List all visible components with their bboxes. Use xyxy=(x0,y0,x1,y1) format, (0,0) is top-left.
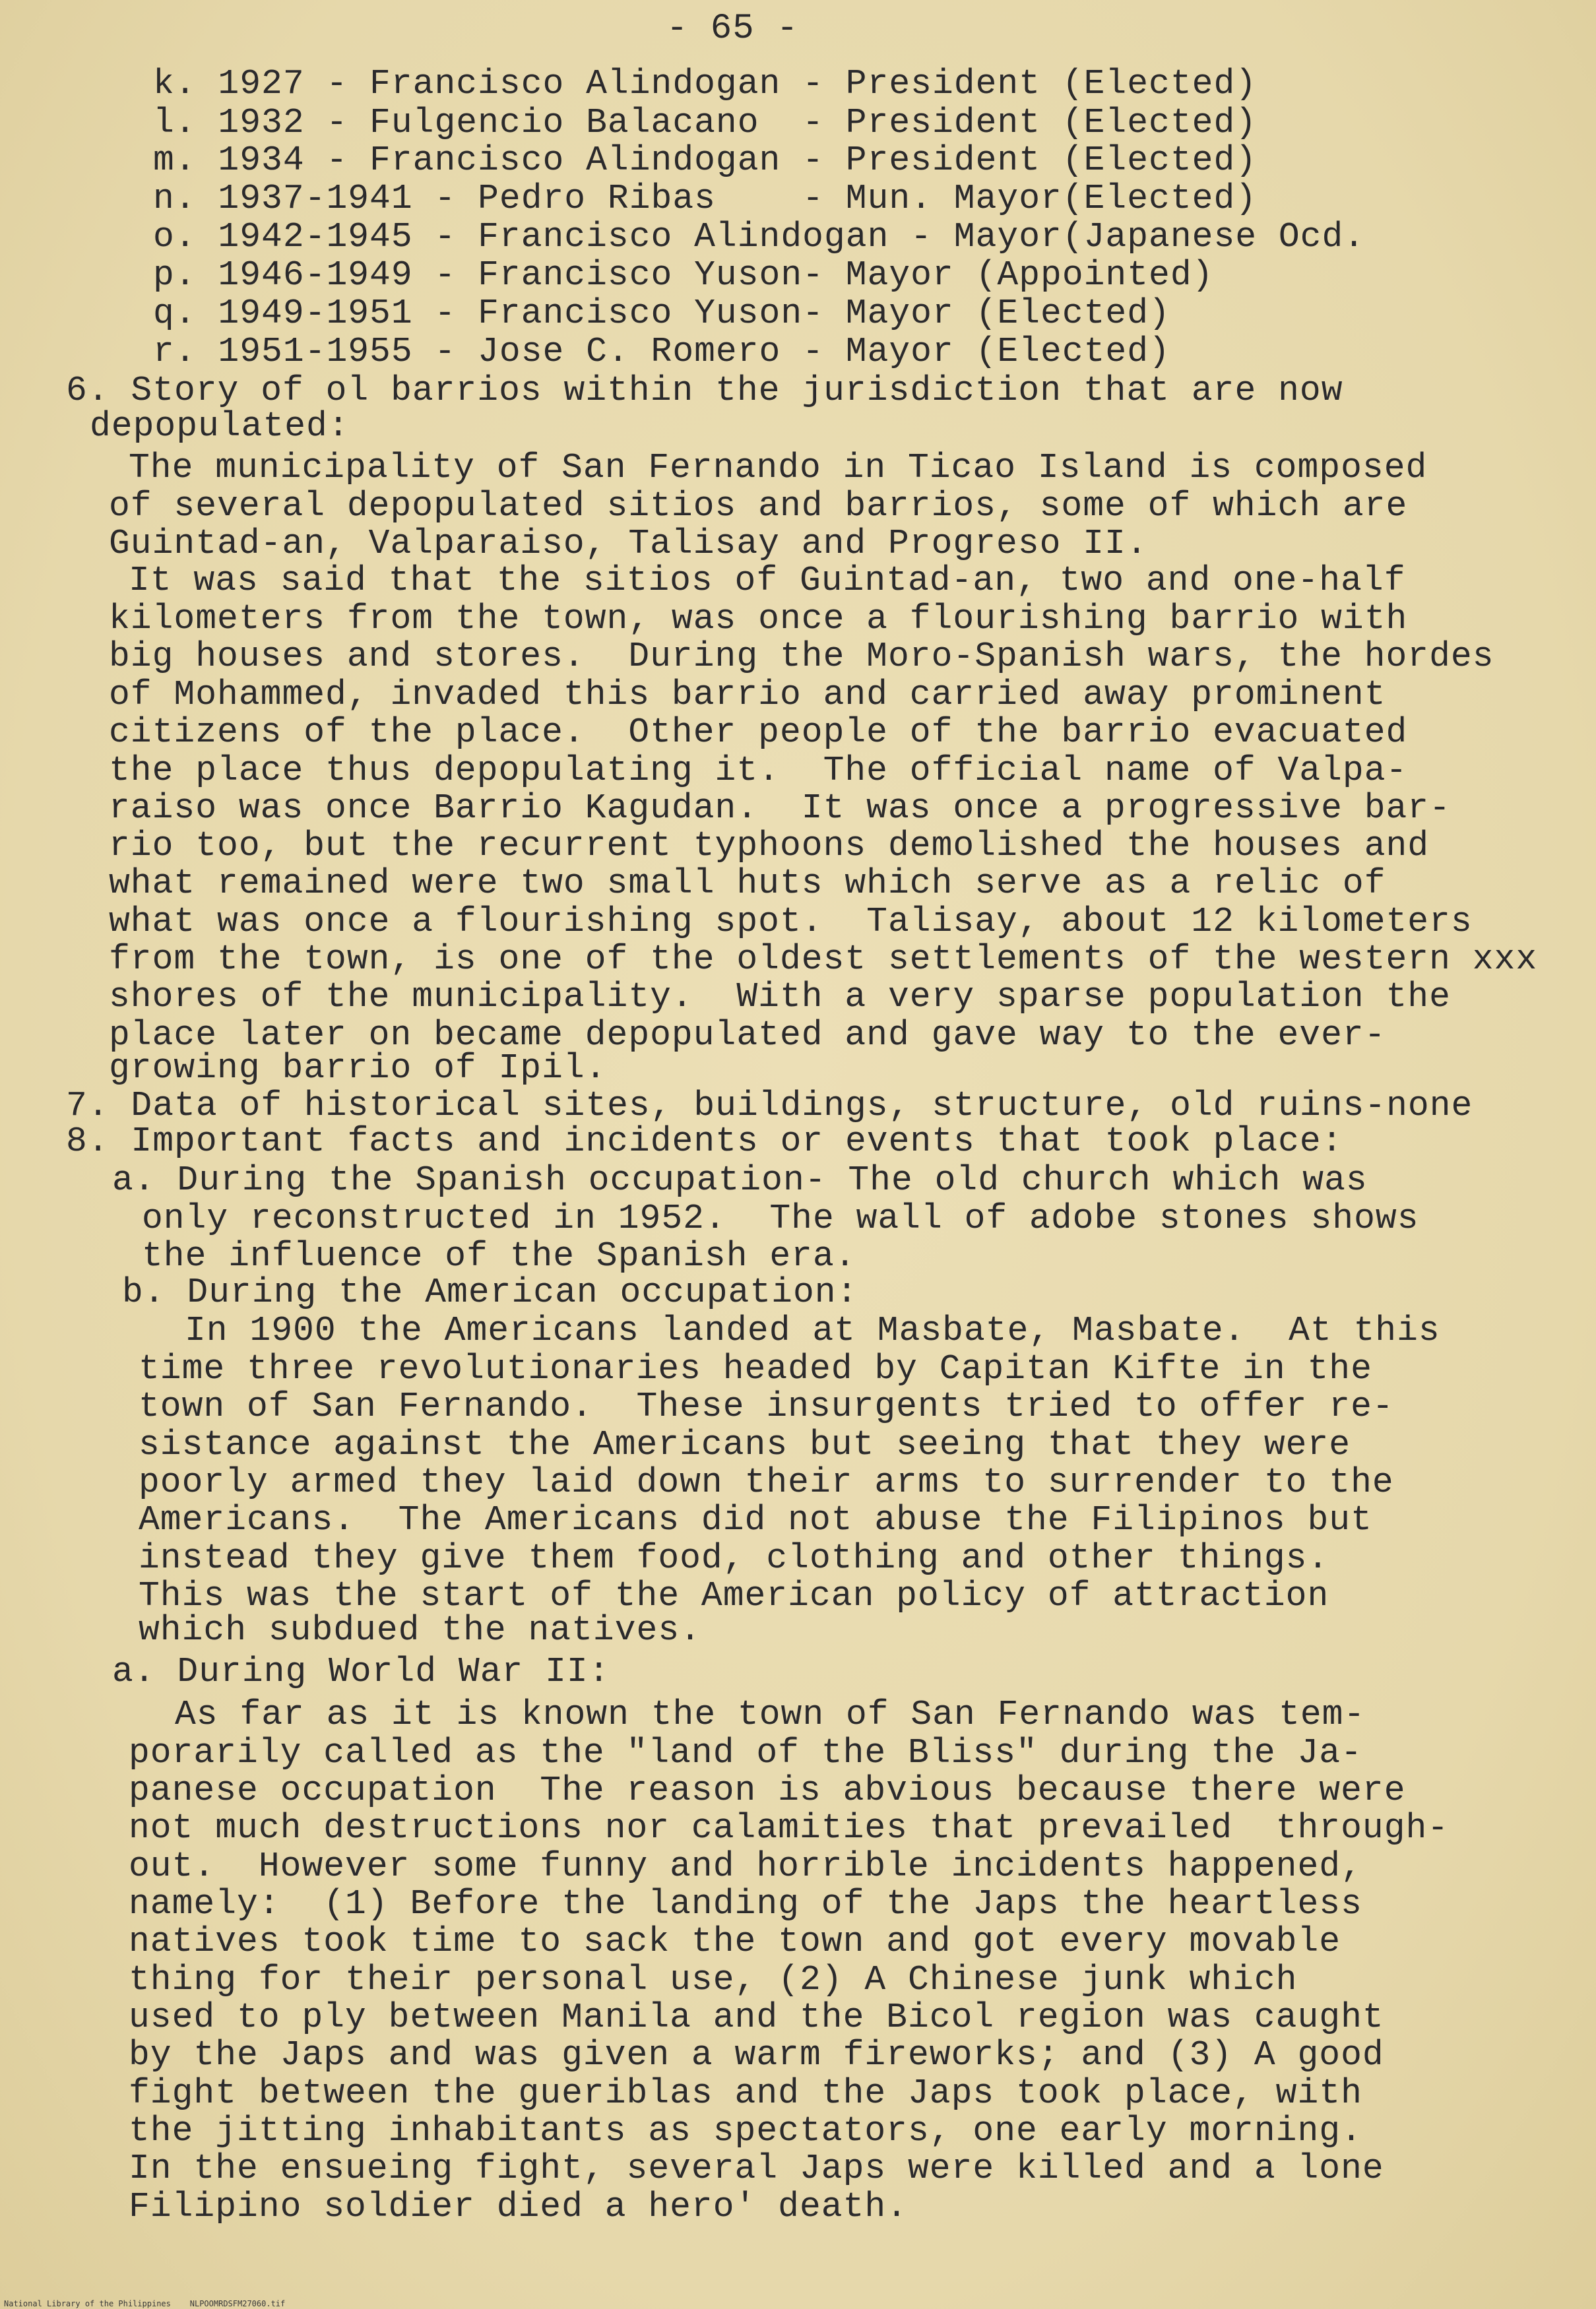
paragraph-line: place later on became depopulated and gave way to the ever- xyxy=(109,1015,1386,1055)
section-heading: 8. Important facts and incidents or events that took place: xyxy=(66,1122,1343,1161)
paragraph-line: not much destructions nor calamities that prevailed through- xyxy=(129,1808,1450,1848)
official-entry: r. 1951-1955 - Jose C. Romero - Mayor (Elected) xyxy=(153,332,1170,371)
paragraph-line: namely: (1) Before the landing of the Japs the heartless xyxy=(129,1884,1362,1924)
paragraph-line: Guintad-an, Valparaiso, Talisay and Progreso II. xyxy=(109,524,1148,563)
section-7: 7. Data of historical sites, buildings, structure, old ruins-none xyxy=(66,1086,1473,1125)
scan-footer: National Library of the Philippines NLPOOMRDSFM27060.tif xyxy=(4,2299,286,2308)
paragraph-line: instead they give them food, clothing and other things. xyxy=(139,1538,1329,1578)
paragraph-line: a. During the Spanish occupation- The old church which was xyxy=(112,1160,1368,1200)
paragraph-line: time three revolutionaries headed by Capitan Kifte in the xyxy=(139,1349,1372,1389)
paragraph-line: poorly armed they laid down their arms to surrender to the xyxy=(139,1463,1394,1502)
paragraph-line: used to ply between Manila and the Bicol region was caught xyxy=(129,1998,1384,2037)
paragraph-line: As far as it is known the town of San Fernando was tem- xyxy=(175,1695,1366,1734)
paragraph-line: This was the start of the American policy of attraction xyxy=(139,1576,1329,1616)
official-entry: q. 1949-1951 - Francisco Yuson- Mayor (Elected) xyxy=(153,294,1170,333)
paragraph-line: the jitting inhabitants as spectators, one early morning. xyxy=(129,2111,1362,2151)
paragraph-line: It was said that the sitios of Guintad-an, two and one-half xyxy=(129,561,1406,600)
paragraph-line: sistance against the Americans but seeing that they were xyxy=(139,1425,1351,1465)
paragraph-line: what remained were two small huts which serve as a relic of xyxy=(109,864,1386,903)
paragraph-line: porarily called as the "land of the Bliss" during the Ja- xyxy=(129,1733,1362,1773)
page-number: - 65 - xyxy=(666,9,799,49)
paragraph-line: fight between the gueriblas and the Japs took place, with xyxy=(129,2073,1362,2113)
section-heading: depopulated: xyxy=(90,406,350,446)
paragraph-line: of several depopulated sitios and barrios, some of which are xyxy=(109,486,1408,526)
paragraph-line: what was once a flourishing spot. Talisay, about 12 kilometers xyxy=(109,902,1473,941)
paragraph-line: out. However some funny and horrible incidents happened, xyxy=(129,1847,1362,1886)
paragraph-line: thing for their personal use, (2) A Chinese junk which xyxy=(129,1960,1298,2000)
official-entry: p. 1946-1949 - Francisco Yuson- Mayor (Appointed) xyxy=(153,255,1214,295)
paragraph-line: Americans. The Americans did not abuse the Filipinos but xyxy=(139,1500,1372,1540)
paragraph-line: from the town, is one of the oldest settlements of the western xxx xyxy=(109,939,1538,979)
paragraph-line: only reconstructed in 1952. The wall of adobe stones shows xyxy=(142,1199,1419,1238)
paragraph-line: which subdued the natives. xyxy=(139,1610,701,1650)
paragraph-line: natives took time to sack the town and got every movable xyxy=(129,1922,1341,1961)
subsection-heading: b. During the American occupation: xyxy=(122,1273,858,1312)
paragraph-line: by the Japs and was given a warm fireworks; and (3) A good xyxy=(129,2035,1384,2075)
paragraph-line: panese occupation The reason is abvious because there were xyxy=(129,1771,1406,1810)
paragraph-line: shores of the municipality. With a very sparse population the xyxy=(109,977,1451,1017)
paragraph-line: In 1900 the Americans landed at Masbate, Masbate. At this xyxy=(185,1311,1440,1350)
paragraph-line: growing barrio of Ipil. xyxy=(109,1048,607,1088)
official-entry: n. 1937-1941 - Pedro Ribas - Mun. Mayor(Elected) xyxy=(153,179,1258,218)
official-entry: o. 1942-1945 - Francisco Alindogan - Mayor(Japanese Ocd. xyxy=(153,217,1366,257)
paragraph-line: raiso was once Barrio Kagudan. It was once a progressive bar- xyxy=(109,788,1451,828)
section-heading: 6. Story of ol barrios within the jurisdiction that are now xyxy=(66,371,1343,410)
paragraph-line: the influence of the Spanish era. xyxy=(142,1236,856,1276)
paragraph-line: big houses and stores. During the Moro-Spanish wars, the hordes xyxy=(109,637,1494,676)
paragraph-line: the place thus depopulating it. The official name of Valpa- xyxy=(109,751,1408,790)
paragraph-line: of Mohammed, invaded this barrio and carried away prominent xyxy=(109,675,1386,714)
paragraph-line: In the ensueing fight, several Japs were killed and a lone xyxy=(129,2149,1384,2188)
paragraph-line: kilometers from the town, was once a flourishing barrio with xyxy=(109,599,1408,639)
paragraph-line: The municipality of San Fernando in Ticao Island is composed xyxy=(129,448,1428,488)
paragraph-line: town of San Fernando. These insurgents tried to offer re- xyxy=(139,1387,1394,1426)
official-entry: l. 1932 - Fulgencio Balacano - President (Elected) xyxy=(153,103,1258,142)
subsection-heading: a. During World War II: xyxy=(112,1652,610,1692)
paragraph-line: Filipino soldier died a hero' death. xyxy=(129,2187,908,2227)
paragraph-line: citizens of the place. Other people of the barrio evacuated xyxy=(109,712,1408,752)
paragraph-line: rio too, but the recurrent typhoons demolished the houses and xyxy=(109,826,1430,866)
official-entry: m. 1934 - Francisco Alindogan - President (Elected) xyxy=(153,141,1258,180)
official-entry: k. 1927 - Francisco Alindogan - President (Elected) xyxy=(153,64,1258,104)
